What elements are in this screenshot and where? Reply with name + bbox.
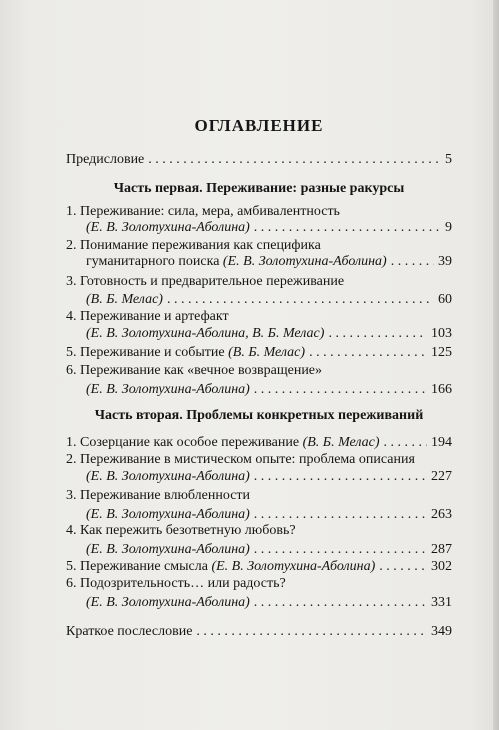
dot-leader [148, 150, 441, 170]
dot-leader [196, 622, 427, 642]
toc-item-2-4-author: (Е. В. Золотухина-Аболина) . . . 287 [86, 540, 452, 560]
toc-item-2-3-author: (Е. В. Золотухина-Аболина) . . . 263 [86, 505, 452, 525]
toc-item-1-2-author: гуманитарного поиска (Е. В. Золотухина-Аболина) . . . 39 [86, 252, 452, 272]
toc-item-1-3-author: (В. Б. Мелас) . . . 60 [86, 290, 452, 310]
toc-item-1-1-title: 1. Переживание: сила, мера, амбивалентность [66, 204, 340, 219]
toc-item-2-2-title: 2. Переживание в мистическом опыте: проблема описания [66, 452, 415, 467]
part2-heading: Часть вторая. Проблемы конкретных переживаний [94, 408, 424, 423]
toc-item-2-4-title: 4. Как пережить безответную любовь? [66, 523, 296, 538]
toc-item-2-1: 1. Созерцание как особое переживание (В. Б. Мелас) . . . 194 [66, 433, 452, 453]
toc-item-2-6-title: 6. Подозрительность… или радость? [66, 576, 286, 591]
toc-item-2-6-author: (Е. В. Золотухина-Аболина) . . . 331 [86, 593, 452, 613]
toc-item-1-1-author: (Е. В. Золотухина-Аболина) . . . 9 [86, 218, 452, 238]
toc-item-1-3-title: 3. Готовность и предварительное переживание [66, 274, 345, 289]
toc-item-1-2-title: 2. Понимание переживания как специфика [66, 238, 321, 253]
part1-heading: Часть первая. Переживание: разные ракурсы [113, 181, 405, 196]
page-number: 5 [445, 152, 452, 167]
toc-item-2-2-author: (Е. В. Золотухина-Аболина) . . . 227 [86, 467, 452, 487]
page-number: 349 [431, 624, 452, 639]
page-title: ОГЛАВЛЕНИЕ [194, 116, 324, 135]
toc-item-1-5: 5. Переживание и событие (В. Б. Мелас) . . . 125 [66, 343, 452, 363]
toc-entry-afterword: Краткое послесловие . . . 349 [66, 622, 452, 642]
toc-entry-preface: Предисловие . . . 5 [66, 150, 452, 170]
toc-item-1-6-author: (Е. В. Золотухина-Аболина) . . . 166 [86, 380, 452, 400]
toc-item-1-4-author: (Е. В. Золотухина-Аболина, В. Б. Мелас) . . . 103 [86, 324, 452, 344]
toc-item-2-3-title: 3. Переживание влюбленности [66, 488, 251, 503]
toc-item-1-6-title: 6. Переживание как «вечное возвращение» [66, 363, 323, 378]
toc-item-1-4-title: 4. Переживание и артефакт [66, 309, 229, 324]
toc-item-2-5: 5. Переживание смысла (Е. В. Золотухина-Аболина) . . . 302 [66, 557, 452, 577]
page-spine-shadow [493, 0, 499, 730]
